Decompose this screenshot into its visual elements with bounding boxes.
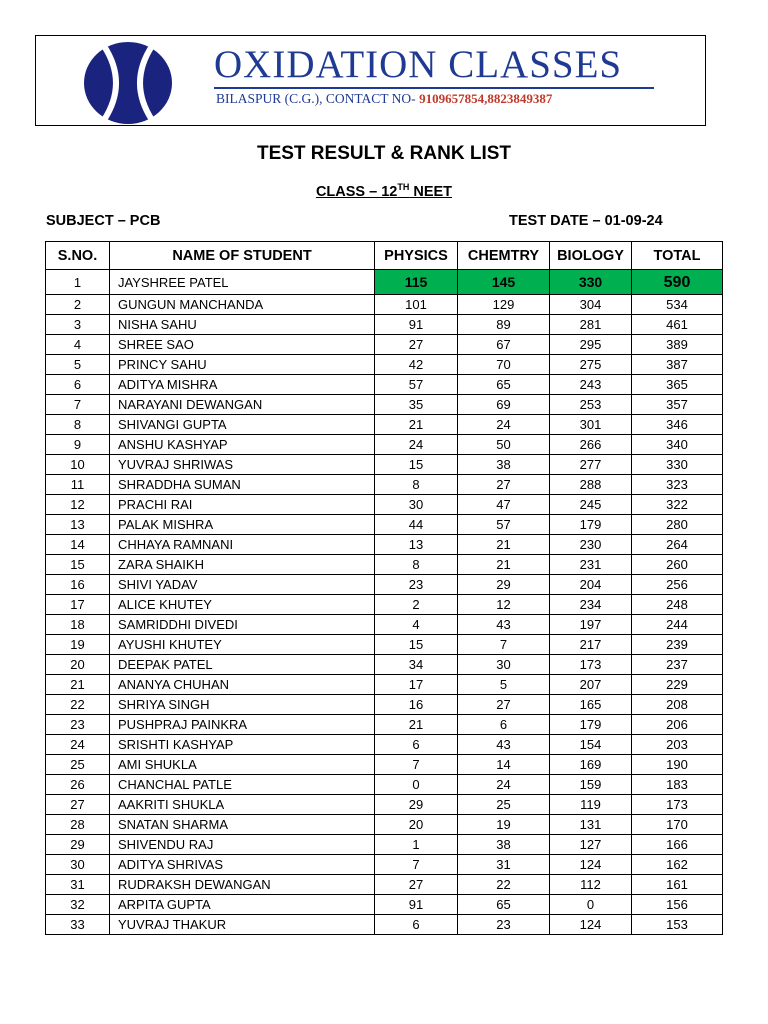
- chemistry-cell: 69: [458, 395, 550, 415]
- chemistry-cell: 65: [458, 895, 550, 915]
- student-name-cell: AYUSHI KHUTEY: [110, 635, 375, 655]
- student-name-cell: SHRADDHA SUMAN: [110, 475, 375, 495]
- serial-cell: 9: [46, 435, 110, 455]
- chemistry-cell: 6: [458, 715, 550, 735]
- student-name-cell: ANANYA CHUHAN: [110, 675, 375, 695]
- physics-cell: 16: [375, 695, 458, 715]
- table-body: [46, 270, 723, 935]
- contact-phones: 9109657854,8823849387: [419, 91, 553, 106]
- serial-cell: 26: [46, 775, 110, 795]
- table-row: [46, 270, 723, 295]
- physics-cell: 20: [375, 815, 458, 835]
- serial-cell: 23: [46, 715, 110, 735]
- physics-cell: 57: [375, 375, 458, 395]
- biology-cell: 245: [550, 495, 632, 515]
- total-cell: 256: [632, 575, 723, 595]
- student-name-cell: PUSHPRAJ PAINKRA: [110, 715, 375, 735]
- physics-cell: 27: [375, 875, 458, 895]
- student-name-cell: SHIVENDU RAJ: [110, 835, 375, 855]
- chemistry-cell: 23: [458, 915, 550, 935]
- total-cell: 264: [632, 535, 723, 555]
- student-name-cell: PRACHI RAI: [110, 495, 375, 515]
- total-cell: 461: [632, 315, 723, 335]
- table-row: [46, 895, 723, 915]
- serial-cell: 18: [46, 615, 110, 635]
- brand-divider: [214, 87, 654, 89]
- chemistry-cell: 70: [458, 355, 550, 375]
- biology-cell: 179: [550, 515, 632, 535]
- chemistry-cell: 57: [458, 515, 550, 535]
- chemistry-cell: 7: [458, 635, 550, 655]
- serial-cell: 19: [46, 635, 110, 655]
- biology-cell: 304: [550, 295, 632, 315]
- physics-cell: 42: [375, 355, 458, 375]
- serial-cell: 16: [46, 575, 110, 595]
- biology-cell: 0: [550, 895, 632, 915]
- biology-cell: 112: [550, 875, 632, 895]
- chemistry-cell: 38: [458, 455, 550, 475]
- biology-cell: 154: [550, 735, 632, 755]
- table-row: [46, 475, 723, 495]
- serial-cell: 6: [46, 375, 110, 395]
- biology-cell: 275: [550, 355, 632, 375]
- column-header-sno: S.NO.: [46, 242, 110, 270]
- physics-cell: 21: [375, 415, 458, 435]
- serial-cell: 30: [46, 855, 110, 875]
- biology-cell: 119: [550, 795, 632, 815]
- serial-cell: 20: [46, 655, 110, 675]
- student-name-cell: JAYSHREE PATEL: [110, 270, 375, 295]
- student-name-cell: CHANCHAL PATLE: [110, 775, 375, 795]
- serial-cell: 3: [46, 315, 110, 335]
- table-header-row: [46, 242, 723, 270]
- biology-cell: 217: [550, 635, 632, 655]
- total-cell: 365: [632, 375, 723, 395]
- serial-cell: 29: [46, 835, 110, 855]
- student-name-cell: PALAK MISHRA: [110, 515, 375, 535]
- biology-cell: 131: [550, 815, 632, 835]
- biology-cell: 231: [550, 555, 632, 575]
- biology-cell: 230: [550, 535, 632, 555]
- student-name-cell: SNATAN SHARMA: [110, 815, 375, 835]
- chemistry-cell: 38: [458, 835, 550, 855]
- table-row: [46, 735, 723, 755]
- total-cell: 260: [632, 555, 723, 575]
- chemistry-cell: 47: [458, 495, 550, 515]
- student-name-cell: SAMRIDDHI DIVEDI: [110, 615, 375, 635]
- rank-list-table: [45, 241, 723, 935]
- table-row: [46, 855, 723, 875]
- table-row: [46, 555, 723, 575]
- serial-cell: 33: [46, 915, 110, 935]
- serial-cell: 21: [46, 675, 110, 695]
- table-row: [46, 635, 723, 655]
- table-row: [46, 655, 723, 675]
- serial-cell: 13: [46, 515, 110, 535]
- total-cell: 346: [632, 415, 723, 435]
- student-name-cell: SHIVANGI GUPTA: [110, 415, 375, 435]
- biology-cell: 173: [550, 655, 632, 675]
- student-name-cell: DEEPAK PATEL: [110, 655, 375, 675]
- chemistry-cell: 22: [458, 875, 550, 895]
- total-cell: 206: [632, 715, 723, 735]
- serial-cell: 2: [46, 295, 110, 315]
- table-row: [46, 495, 723, 515]
- table-row: [46, 455, 723, 475]
- serial-cell: 31: [46, 875, 110, 895]
- biology-cell: 277: [550, 455, 632, 475]
- student-name-cell: YUVRAJ THAKUR: [110, 915, 375, 935]
- chemistry-cell: 25: [458, 795, 550, 815]
- student-name-cell: YUVRAJ SHRIWAS: [110, 455, 375, 475]
- serial-cell: 15: [46, 555, 110, 575]
- student-name-cell: ANSHU KASHYAP: [110, 435, 375, 455]
- total-cell: 590: [632, 270, 723, 295]
- physics-cell: 29: [375, 795, 458, 815]
- physics-cell: 35: [375, 395, 458, 415]
- table-row: [46, 915, 723, 935]
- chemistry-cell: 27: [458, 695, 550, 715]
- table-row: [46, 875, 723, 895]
- chemistry-cell: 43: [458, 735, 550, 755]
- physics-cell: 15: [375, 635, 458, 655]
- class-suffix: NEET: [409, 183, 453, 200]
- total-cell: 357: [632, 395, 723, 415]
- physics-cell: 13: [375, 535, 458, 555]
- chemistry-cell: 65: [458, 375, 550, 395]
- chemistry-cell: 67: [458, 335, 550, 355]
- column-header-biology: BIOLOGY: [550, 242, 632, 270]
- total-cell: 203: [632, 735, 723, 755]
- total-cell: 166: [632, 835, 723, 855]
- physics-cell: 115: [375, 270, 458, 295]
- table-row: [46, 615, 723, 635]
- serial-cell: 11: [46, 475, 110, 495]
- physics-cell: 8: [375, 475, 458, 495]
- table-row: [46, 775, 723, 795]
- chemistry-cell: 27: [458, 475, 550, 495]
- table-row: [46, 575, 723, 595]
- table-row: [46, 595, 723, 615]
- table-row: [46, 835, 723, 855]
- total-cell: 237: [632, 655, 723, 675]
- table-row: [46, 755, 723, 775]
- total-cell: 190: [632, 755, 723, 775]
- table-row: [46, 535, 723, 555]
- physics-cell: 15: [375, 455, 458, 475]
- physics-cell: 8: [375, 555, 458, 575]
- total-cell: 173: [632, 795, 723, 815]
- chemistry-cell: 24: [458, 775, 550, 795]
- physics-cell: 7: [375, 755, 458, 775]
- physics-cell: 4: [375, 615, 458, 635]
- serial-cell: 27: [46, 795, 110, 815]
- chemistry-cell: 145: [458, 270, 550, 295]
- total-cell: 280: [632, 515, 723, 535]
- physics-cell: 21: [375, 715, 458, 735]
- biology-cell: 127: [550, 835, 632, 855]
- chemistry-cell: 29: [458, 575, 550, 595]
- physics-cell: 23: [375, 575, 458, 595]
- biology-cell: 169: [550, 755, 632, 775]
- institute-header: [35, 35, 706, 126]
- table-row: [46, 795, 723, 815]
- biology-cell: 253: [550, 395, 632, 415]
- table-row: [46, 355, 723, 375]
- total-cell: 387: [632, 355, 723, 375]
- student-name-cell: NISHA SAHU: [110, 315, 375, 335]
- physics-cell: 1: [375, 835, 458, 855]
- student-name-cell: ADITYA SHRIVAS: [110, 855, 375, 875]
- total-cell: 161: [632, 875, 723, 895]
- table-row: [46, 695, 723, 715]
- chemistry-cell: 43: [458, 615, 550, 635]
- biology-cell: 288: [550, 475, 632, 495]
- physics-cell: 2: [375, 595, 458, 615]
- student-name-cell: AAKRITI SHUKLA: [110, 795, 375, 815]
- subject-label: SUBJECT – PCB: [46, 213, 161, 229]
- serial-cell: 1: [46, 270, 110, 295]
- test-date-label: TEST DATE – 01-09-24: [509, 213, 663, 229]
- serial-cell: 22: [46, 695, 110, 715]
- student-name-cell: SRISHTI KASHYAP: [110, 735, 375, 755]
- serial-cell: 14: [46, 535, 110, 555]
- student-name-cell: RUDRAKSH DEWANGAN: [110, 875, 375, 895]
- serial-cell: 25: [46, 755, 110, 775]
- physics-cell: 24: [375, 435, 458, 455]
- biology-cell: 204: [550, 575, 632, 595]
- biology-cell: 124: [550, 855, 632, 875]
- table-row: [46, 675, 723, 695]
- table-row: [46, 375, 723, 395]
- student-name-cell: ALICE KHUTEY: [110, 595, 375, 615]
- total-cell: 162: [632, 855, 723, 875]
- total-cell: 322: [632, 495, 723, 515]
- physics-cell: 0: [375, 775, 458, 795]
- physics-cell: 101: [375, 295, 458, 315]
- total-cell: 248: [632, 595, 723, 615]
- chemistry-cell: 21: [458, 535, 550, 555]
- student-name-cell: ADITYA MISHRA: [110, 375, 375, 395]
- table-row: [46, 395, 723, 415]
- chemistry-cell: 24: [458, 415, 550, 435]
- serial-cell: 4: [46, 335, 110, 355]
- biology-cell: 301: [550, 415, 632, 435]
- total-cell: 239: [632, 635, 723, 655]
- physics-cell: 27: [375, 335, 458, 355]
- student-name-cell: SHRIYA SINGH: [110, 695, 375, 715]
- total-cell: 229: [632, 675, 723, 695]
- serial-cell: 32: [46, 895, 110, 915]
- physics-cell: 34: [375, 655, 458, 675]
- total-cell: 323: [632, 475, 723, 495]
- biology-cell: 330: [550, 270, 632, 295]
- serial-cell: 7: [46, 395, 110, 415]
- serial-cell: 24: [46, 735, 110, 755]
- student-name-cell: NARAYANI DEWANGAN: [110, 395, 375, 415]
- table-row: [46, 435, 723, 455]
- serial-cell: 5: [46, 355, 110, 375]
- chemistry-cell: 30: [458, 655, 550, 675]
- total-cell: 208: [632, 695, 723, 715]
- total-cell: 340: [632, 435, 723, 455]
- total-cell: 183: [632, 775, 723, 795]
- total-cell: 330: [632, 455, 723, 475]
- biology-cell: 234: [550, 595, 632, 615]
- column-header-chemistry: CHEMTRY: [458, 242, 550, 270]
- institute-logo-icon: [82, 40, 174, 126]
- chemistry-cell: 14: [458, 755, 550, 775]
- student-name-cell: CHHAYA RAMNANI: [110, 535, 375, 555]
- table-row: [46, 315, 723, 335]
- physics-cell: 91: [375, 895, 458, 915]
- column-header-total: TOTAL: [632, 242, 723, 270]
- biology-cell: 159: [550, 775, 632, 795]
- biology-cell: 295: [550, 335, 632, 355]
- serial-cell: 17: [46, 595, 110, 615]
- student-name-cell: ZARA SHAIKH: [110, 555, 375, 575]
- physics-cell: 30: [375, 495, 458, 515]
- biology-cell: 124: [550, 915, 632, 935]
- table-row: [46, 515, 723, 535]
- student-name-cell: SHIVI YADAV: [110, 575, 375, 595]
- physics-cell: 6: [375, 735, 458, 755]
- chemistry-cell: 129: [458, 295, 550, 315]
- class-superscript: TH: [397, 182, 410, 192]
- chemistry-cell: 12: [458, 595, 550, 615]
- chemistry-cell: 21: [458, 555, 550, 575]
- biology-cell: 197: [550, 615, 632, 635]
- physics-cell: 91: [375, 315, 458, 335]
- total-cell: 170: [632, 815, 723, 835]
- biology-cell: 281: [550, 315, 632, 335]
- table-row: [46, 815, 723, 835]
- total-cell: 153: [632, 915, 723, 935]
- contact-address: BILASPUR (C.G.), CONTACT NO-: [216, 91, 420, 106]
- biology-cell: 207: [550, 675, 632, 695]
- class-label: [0, 182, 768, 200]
- chemistry-cell: 31: [458, 855, 550, 875]
- student-name-cell: GUNGUN MANCHANDA: [110, 295, 375, 315]
- serial-cell: 10: [46, 455, 110, 475]
- table-row: [46, 295, 723, 315]
- student-name-cell: PRINCY SAHU: [110, 355, 375, 375]
- biology-cell: 243: [550, 375, 632, 395]
- total-cell: 389: [632, 335, 723, 355]
- table-row: [46, 335, 723, 355]
- chemistry-cell: 89: [458, 315, 550, 335]
- document-title: TEST RESULT & RANK LIST: [256, 143, 512, 164]
- table-row: [46, 715, 723, 735]
- column-header-name: NAME OF STUDENT: [110, 242, 375, 270]
- physics-cell: 17: [375, 675, 458, 695]
- student-name-cell: AMI SHUKLA: [110, 755, 375, 775]
- physics-cell: 44: [375, 515, 458, 535]
- chemistry-cell: 50: [458, 435, 550, 455]
- serial-cell: 8: [46, 415, 110, 435]
- column-header-physics: PHYSICS: [375, 242, 458, 270]
- physics-cell: 7: [375, 855, 458, 875]
- biology-cell: 266: [550, 435, 632, 455]
- total-cell: 156: [632, 895, 723, 915]
- physics-cell: 6: [375, 915, 458, 935]
- class-prefix: CLASS – 12: [315, 183, 398, 200]
- student-name-cell: SHREE SAO: [110, 335, 375, 355]
- total-cell: 244: [632, 615, 723, 635]
- chemistry-cell: 5: [458, 675, 550, 695]
- total-cell: 534: [632, 295, 723, 315]
- institute-name: OXIDATION CLASSES: [214, 43, 623, 86]
- biology-cell: 179: [550, 715, 632, 735]
- serial-cell: 28: [46, 815, 110, 835]
- chemistry-cell: 19: [458, 815, 550, 835]
- institute-contact: [216, 91, 552, 107]
- table-row: [46, 415, 723, 435]
- biology-cell: 165: [550, 695, 632, 715]
- student-name-cell: ARPITA GUPTA: [110, 895, 375, 915]
- serial-cell: 12: [46, 495, 110, 515]
